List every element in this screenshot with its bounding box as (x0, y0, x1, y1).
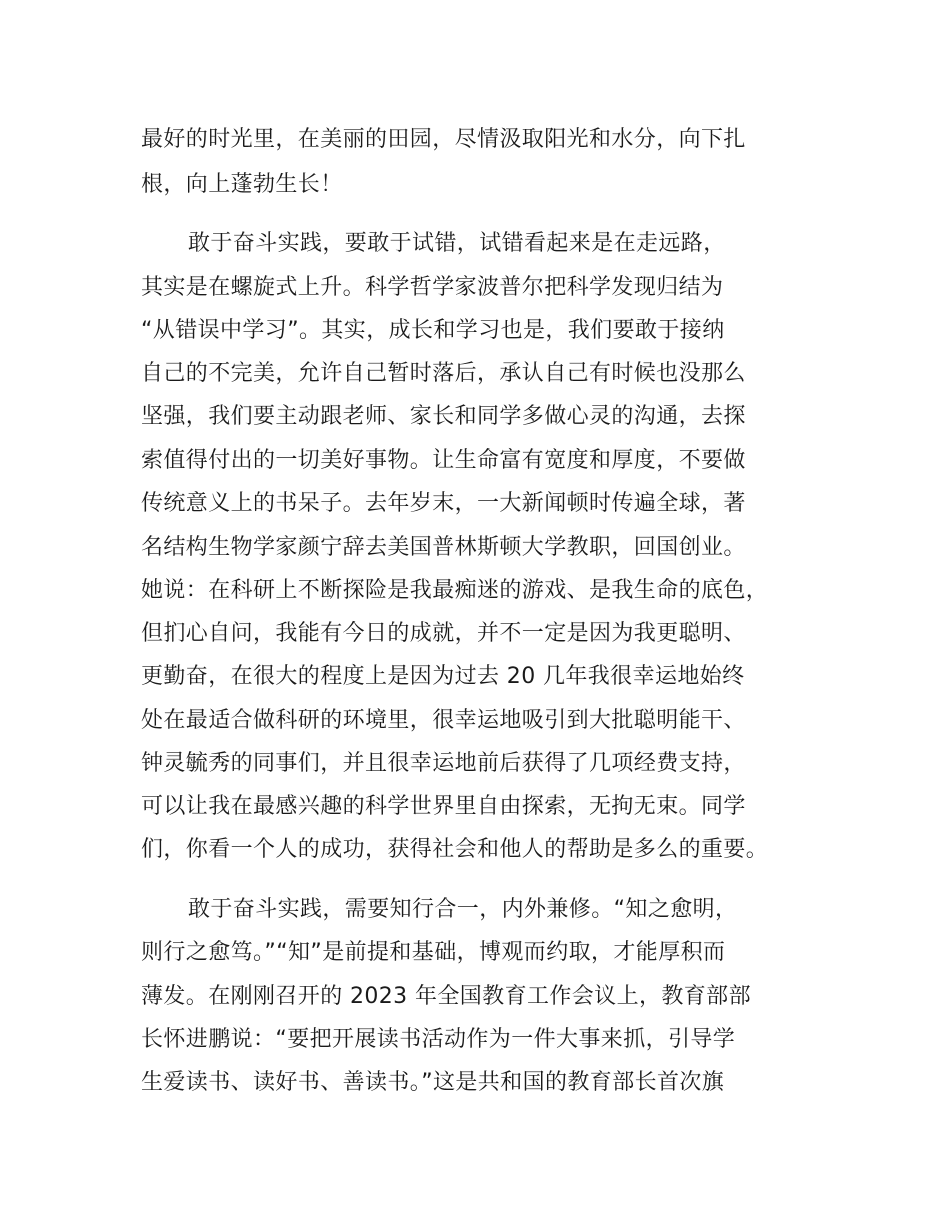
paragraph-3-line-3: 薄发。在刚刚召开的 2023 年全国教育工作会议上，教育部部 (141, 984, 751, 1009)
paragraph-2-line-9: 她说：在科研上不断探险是我最痴迷的游戏、是我生命的底色， (141, 578, 769, 603)
paragraph-1-line-1: 最好的时光里，在美丽的田园，尽情汲取阳光和水分，向下扎 (141, 127, 746, 152)
paragraph-3-line-2: 则行之愈笃。”“知”是前提和基础，博观而约取，才能厚积而 (141, 940, 726, 965)
paragraph-2-line-3: “从错误中学习”。其实，成长和学习也是，我们要敢于接纳 (141, 318, 725, 343)
paragraph-2-line-13: 钟灵毓秀的同事们，并且很幸运地前后获得了几项经费支持， (141, 751, 746, 776)
paragraph-2-line-1: 敢于奋斗实践，要敢于试错，试错看起来是在走远路， (188, 231, 726, 256)
paragraph-2-line-11: 更勤奋，在很大的程度上是因为过去 20 几年我很幸运地始终 (141, 664, 745, 689)
paragraph-2-line-6: 索值得付出的一切美好事物。让生命富有宽度和厚度，不要做 (141, 448, 746, 473)
paragraph-2-line-12: 处在最适合做科研的环境里，很幸运地吸引到大批聪明能干、 (141, 708, 746, 733)
paragraph-2-line-4: 自己的不完美，允许自己暂时落后，承认自己有时候也没那么 (141, 361, 746, 386)
paragraph-2-line-2: 其实是在螺旋式上升。科学哲学家波普尔把科学发现归结为 (141, 275, 724, 300)
paragraph-2-line-7: 传统意义上的书呆子。去年岁末，一大新闻顿时传遍全球，著 (141, 491, 746, 516)
paragraph-3-line-5: 生爱读书、读好书、善读书。”这是共和国的教育部长首次旗 (141, 1070, 725, 1095)
paragraph-1-line-2: 根，向上蓬勃生长！ (141, 172, 343, 197)
paragraph-2-line-8: 名结构生物学家颜宁辞去美国普林斯顿大学教职，回国创业。 (141, 535, 746, 560)
paragraph-2-line-14: 可以让我在最感兴趣的科学世界里自由探索，无拘无束。同学 (141, 794, 746, 819)
paragraph-3-line-4: 长怀进鹏说：“要把开展读书活动作为一件大事来抓，引导学 (141, 1027, 736, 1052)
paragraph-2-line-15: 们，你看一个人的成功，获得社会和他人的帮助是多么的重要。 (141, 837, 769, 862)
paragraph-2-line-5: 坚强，我们要主动跟老师、家长和同学多做心灵的沟通，去探 (141, 404, 746, 429)
paragraph-3-line-1: 敢于奋斗实践，需要知行合一，内外兼修。“知之愈明， (188, 897, 738, 922)
paragraph-2-line-10: 但扪心自问，我能有今日的成就，并不一定是因为我更聪明、 (141, 621, 746, 646)
